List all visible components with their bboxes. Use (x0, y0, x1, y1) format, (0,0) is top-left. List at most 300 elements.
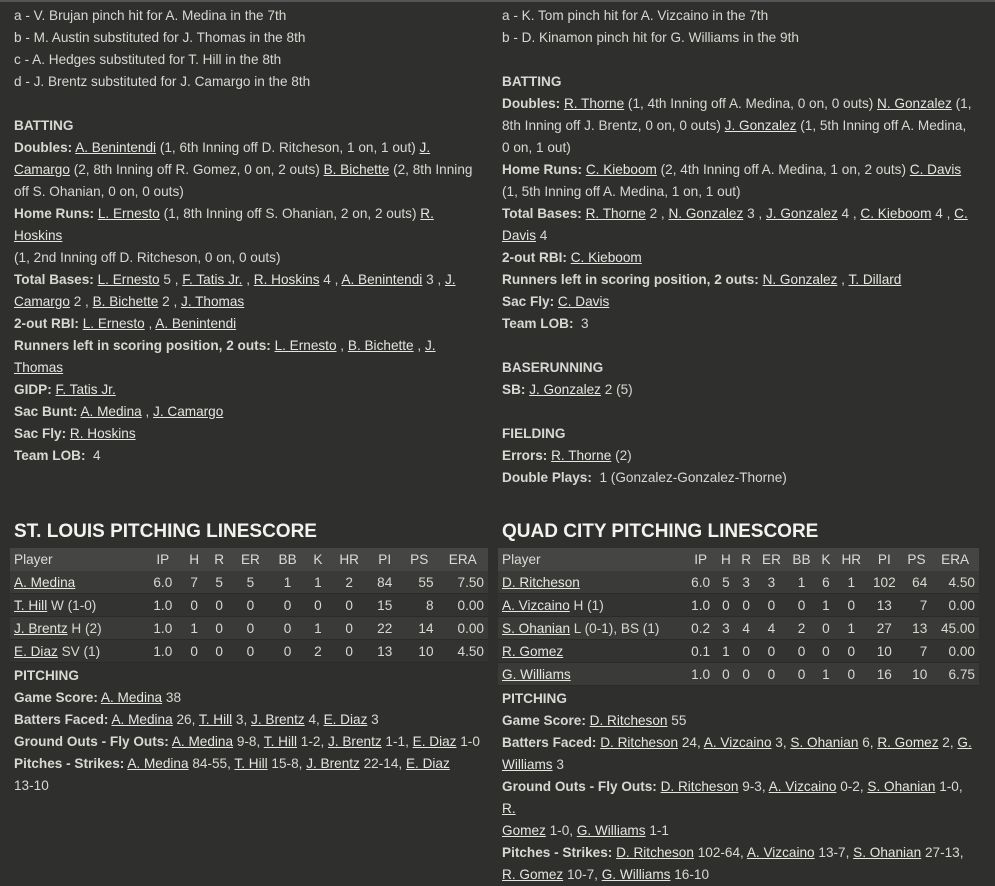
stat-cell-k: 1 (306, 571, 330, 594)
player-link[interactable]: A. Benintendi (155, 316, 237, 331)
player-link[interactable]: J. Camargo (153, 404, 224, 419)
player-link[interactable]: E. Diaz (323, 712, 368, 727)
stat-detail: (2, 4th Inning off A. Medina, 1 on, 2 outs) (656, 162, 910, 177)
quad-city-pitching-block (502, 520, 977, 886)
player-link[interactable]: S. Ohanian (867, 779, 936, 794)
runners-left-label: Runners left in scoring position, 2 outs: (502, 272, 759, 287)
ground-fly-outs-stat-cont (502, 820, 977, 842)
stat-cell-ip: 0.2 (685, 617, 715, 640)
stat-cell-h: 5 (716, 571, 736, 594)
player-link[interactable]: R. Thorne (551, 448, 612, 463)
stat-cell-k: 6 (816, 571, 835, 594)
player-link[interactable]: J. Thomas (14, 338, 436, 375)
pitches-strikes-stat-cont: 13-10 (14, 778, 49, 793)
stat-value: 2 , (69, 294, 93, 309)
stat-cell-h: 0 (716, 663, 736, 686)
player-link[interactable]: J. Brentz (14, 620, 68, 636)
stat-value: 5 , (159, 272, 183, 287)
stat-cell-hr: 0 (330, 640, 369, 663)
stat-cell-ip: 6.0 (144, 571, 182, 594)
game-score-stat (502, 710, 977, 732)
column-header: Player (10, 548, 144, 571)
stat-cell-hr: 1 (836, 571, 867, 594)
player-link[interactable]: R. Gomez (877, 735, 939, 750)
stat-cell-ps: 7 (902, 640, 932, 663)
column-header: PS (401, 548, 438, 571)
stat-value: 9-8, (233, 734, 264, 749)
player-link[interactable]: G. Williams (601, 867, 671, 882)
player-link[interactable]: F. Tatis Jr. (182, 272, 243, 287)
stat-value: 1-2, (297, 734, 329, 749)
player-link[interactable]: R. Hoskins (253, 272, 320, 287)
column-header: ERA (931, 548, 979, 571)
stat-value: 3, (232, 712, 252, 727)
stat-value: 9-3, (738, 779, 769, 794)
stat-cell-ps: 55 (401, 571, 438, 594)
player-link[interactable]: A. Vizcaino (768, 779, 837, 794)
batting-heading: BATTING (14, 118, 74, 133)
doubles-stat (502, 93, 977, 115)
stat-value: 2 (5) (600, 382, 633, 397)
player-link[interactable]: R. Hoskins (14, 206, 434, 243)
stolen-bases-stat (502, 379, 977, 401)
stat-value: 1-1, (381, 734, 413, 749)
game-score-label: Game Score: (14, 690, 98, 705)
player-link[interactable]: D. Ritcheson (589, 713, 668, 728)
team-lob-stat (14, 445, 484, 467)
stat-detail: (2, 8th Inning (389, 162, 473, 177)
pitching-linescore-table (10, 548, 488, 663)
stat-cell-r: 0 (207, 617, 232, 640)
stat-value: 4 , (931, 206, 955, 221)
player-link[interactable]: S. Ohanian (502, 620, 571, 636)
player-cell (498, 640, 685, 663)
stat-cell-h: 1 (182, 617, 207, 640)
player-link[interactable]: N. Gonzalez (877, 96, 952, 111)
player-link[interactable]: C. Davis (909, 162, 962, 177)
stat-cell-ps: 64 (902, 571, 932, 594)
batters-faced-stat (502, 732, 977, 754)
stat-cell-era: 0.00 (438, 594, 488, 617)
game-score-stat (14, 687, 484, 709)
player-link[interactable]: C. (954, 206, 968, 221)
player-link[interactable]: T. Hill (14, 597, 48, 613)
column-header: PI (867, 548, 902, 571)
stat-cell-bb: 2 (787, 617, 817, 640)
separator: , (336, 338, 348, 353)
player-link[interactable]: D. Ritcheson (600, 735, 679, 750)
player-link[interactable]: A. Vizcaino (703, 735, 772, 750)
stat-cell-r: 3 (736, 571, 756, 594)
player-link[interactable]: B. Bichette (323, 162, 390, 177)
stat-cell-pi: 84 (369, 571, 401, 594)
stat-cell-bb: 0 (269, 640, 306, 663)
team-lob-label: Team LOB: (14, 448, 86, 463)
stat-detail: 8th Inning off J. Brentz, 0 on, 0 outs) (502, 118, 725, 133)
doubles-stat (14, 137, 484, 159)
player-link[interactable]: R. (502, 801, 516, 816)
stat-cell-h: 7 (182, 571, 207, 594)
stat-detail: (1, (951, 96, 972, 111)
two-out-rbi-stat (14, 313, 484, 335)
pitcher-row (10, 617, 488, 640)
pitcher-row (10, 594, 488, 617)
gidp-label: GIDP: (14, 382, 52, 397)
player-link[interactable]: L. Ernesto (274, 338, 337, 353)
player-link[interactable]: T. Dillard (848, 272, 902, 287)
stat-value: 38 (162, 690, 182, 705)
player-link[interactable]: A. Medina (14, 574, 76, 590)
table-header-row (10, 548, 488, 571)
stat-cell-pi: 15 (369, 594, 401, 617)
stat-cell-ip: 1.0 (685, 594, 715, 617)
player-link[interactable]: A. Benintendi (341, 272, 423, 287)
stat-cell-era: 4.50 (438, 640, 488, 663)
player-link[interactable]: J. Brentz (328, 734, 382, 749)
column-header: HR (330, 548, 369, 571)
player-link[interactable]: J. Gonzalez (529, 382, 601, 397)
batters-faced-label: Batters Faced: (14, 712, 109, 727)
stat-value: 1 (Gonzalez-Gonzalez-Thorne) (591, 470, 787, 485)
column-header: ERA (438, 548, 488, 571)
pitcher-row (498, 617, 979, 640)
ground-fly-outs-label: Ground Outs - Fly Outs: (502, 779, 657, 794)
decision-note: SV (1) (57, 643, 101, 659)
pitcher-row (10, 571, 488, 594)
player-link[interactable]: J. Brentz (251, 712, 305, 727)
stat-cell-ps: 8 (401, 594, 438, 617)
player-cell (498, 663, 685, 686)
column-header: HR (836, 548, 867, 571)
stat-value: 16-10 (670, 867, 710, 882)
decision-note: H (2) (67, 620, 102, 636)
runners-left-stat (14, 335, 484, 379)
player-link[interactable]: D. Ritcheson (616, 845, 694, 860)
column-header: PI (369, 548, 401, 571)
batting-heading: BATTING (502, 74, 562, 89)
column-header: PS (902, 548, 932, 571)
team-lob-value: 4 (85, 448, 101, 463)
stat-cell-pi: 10 (867, 640, 902, 663)
stat-cell-hr: 0 (836, 663, 867, 686)
stat-cell-era: 4.50 (931, 571, 979, 594)
stat-cell-era: 0.00 (931, 594, 979, 617)
gidp-stat (14, 379, 484, 401)
stat-cell-r: 4 (736, 617, 756, 640)
column-header: ER (232, 548, 270, 571)
column-header: Player (498, 548, 685, 571)
two-out-rbi-stat (502, 247, 977, 269)
player-link[interactable]: B. Bichette (347, 338, 414, 353)
player-link[interactable]: J. Gonzalez (724, 118, 797, 133)
stat-detail: (2, 8th Inning off R. Gomez, 0 on, 2 outs) (69, 162, 324, 177)
stat-value: 27-13, (921, 845, 964, 860)
batters-faced-stat (14, 709, 484, 731)
player-link[interactable]: C. Davis (557, 294, 610, 309)
stat-value: (2) (611, 448, 632, 463)
stat-cell-k: 0 (816, 640, 835, 663)
fielding-heading: FIELDING (502, 426, 566, 441)
home-runs-stat-cont: (1, 2nd Inning off D. Ritcheson, 0 on, 0 outs) (14, 250, 281, 265)
stat-cell-k: 1 (306, 617, 330, 640)
stat-cell-era: 0.00 (931, 640, 979, 663)
stat-cell-h: 3 (716, 617, 736, 640)
player-link[interactable]: D. Ritcheson (502, 574, 580, 590)
player-cell (498, 594, 685, 617)
sub-note: c - A. Hedges substituted for T. Hill in the 8th (14, 52, 282, 67)
stat-cell-k: 0 (816, 617, 835, 640)
ground-fly-outs-stat (502, 776, 977, 820)
total-bases-label: Total Bases: (502, 206, 582, 221)
stat-value: 26, (172, 712, 199, 727)
player-link[interactable]: R. Gomez (502, 867, 564, 882)
stat-cell-er: 0 (756, 663, 786, 686)
stat-cell-k: 0 (306, 594, 330, 617)
separator: , (413, 338, 425, 353)
stat-cell-ip: 1.0 (144, 617, 182, 640)
doubles-stat-cont (14, 159, 484, 181)
stat-cell-hr: 1 (836, 617, 867, 640)
pitcher-row (498, 640, 979, 663)
player-link[interactable]: A. Vizcaino (746, 845, 815, 860)
doubles-stat-cont (502, 115, 977, 137)
stat-cell-ip: 1.0 (144, 594, 182, 617)
stat-value: 3, (771, 735, 791, 750)
stat-cell-ps: 7 (902, 594, 932, 617)
stat-cell-era: 6.75 (931, 663, 979, 686)
player-link[interactable]: N. Gonzalez (762, 272, 838, 287)
player-link[interactable]: A. Medina (100, 690, 163, 705)
player-link[interactable]: G. Williams (502, 666, 571, 682)
pitcher-row (498, 571, 979, 594)
pitches-strikes-stat (14, 753, 484, 775)
stat-cell-ip: 1.0 (144, 640, 182, 663)
player-link[interactable]: R. Hoskins (69, 426, 136, 441)
stat-value: 55 (667, 713, 687, 728)
stat-value: 3 , (743, 206, 766, 221)
stat-value: 2, (938, 735, 958, 750)
player-link[interactable]: C. Kieboom (585, 162, 657, 177)
pitches-strikes-label: Pitches - Strikes: (14, 756, 125, 771)
doubles-label: Doubles: (502, 96, 561, 111)
home-runs-stat-cont: (1, 5th Inning off A. Medina, 1 on, 1 out) (502, 184, 741, 199)
sac-bunt-label: Sac Bunt: (14, 404, 78, 419)
stat-cell-hr: 0 (836, 594, 867, 617)
player-link[interactable]: R. Thorne (563, 96, 625, 111)
player-link[interactable]: T. Hill (234, 756, 268, 771)
player-link[interactable]: Camargo (14, 162, 70, 177)
stat-cell-er: 0 (232, 617, 270, 640)
player-link[interactable]: D. Ritcheson (660, 779, 739, 794)
column-header: IP (144, 548, 182, 571)
player-link[interactable]: L. Ernesto (82, 316, 145, 331)
player-cell (10, 640, 144, 663)
player-link[interactable]: C. Kieboom (860, 206, 932, 221)
stolen-bases-label: SB: (502, 382, 526, 397)
sub-note: b - D. Kinamon pinch hit for G. Williams in the 9th (502, 30, 799, 45)
pitches-strikes-label: Pitches - Strikes: (502, 845, 613, 860)
stat-value: 2 , (158, 294, 182, 309)
player-link[interactable]: T. Hill (263, 734, 298, 749)
player-link[interactable]: L. Ernesto (97, 206, 160, 221)
doubles-label: Doubles: (14, 140, 73, 155)
stat-cell-pi: 16 (867, 663, 902, 686)
pitching-linescore-title: ST. LOUIS PITCHING LINESCORE (14, 521, 317, 542)
column-header: K (306, 548, 330, 571)
player-link[interactable]: Davis (502, 228, 536, 243)
stat-cell-bb: 1 (269, 571, 306, 594)
stat-value: 3 (367, 712, 379, 727)
player-link[interactable]: A. Vizcaino (502, 597, 570, 613)
stat-cell-ps: 10 (902, 663, 932, 686)
sac-fly-stat (502, 291, 977, 313)
pitcher-row (498, 594, 979, 617)
stat-cell-bb: 0 (787, 663, 817, 686)
player-cell (498, 571, 685, 594)
stat-cell-h: 0 (716, 594, 736, 617)
baserunning-heading: BASERUNNING (502, 360, 604, 375)
ground-fly-outs-stat (14, 731, 484, 753)
game-score-label: Game Score: (502, 713, 586, 728)
batters-faced-stat-cont (502, 754, 977, 776)
stat-value: 3 (552, 757, 564, 772)
player-cell (498, 617, 685, 640)
stat-cell-pi: 13 (867, 594, 902, 617)
stat-value: 4 (536, 228, 548, 243)
player-link[interactable]: S. Ohanian (790, 735, 859, 750)
player-link[interactable]: G. (957, 735, 972, 750)
column-header: R (736, 548, 756, 571)
table-header-row (498, 548, 979, 571)
stat-cell-k: 2 (306, 640, 330, 663)
separator: , (141, 404, 154, 419)
stat-cell-hr: 0 (836, 640, 867, 663)
stat-cell-er: 5 (232, 571, 270, 594)
quad-city-column (502, 5, 977, 882)
stat-value: 1-0 (456, 734, 480, 749)
pitching-heading: PITCHING (14, 668, 79, 683)
player-link[interactable]: J. (444, 272, 456, 287)
column-header: K (816, 548, 835, 571)
player-link[interactable]: N. Gonzalez (668, 206, 744, 221)
pitching-linescore-table (498, 548, 979, 686)
column-header: H (182, 548, 207, 571)
batters-faced-label: Batters Faced: (502, 735, 597, 750)
player-link[interactable]: E. Diaz (405, 756, 450, 771)
player-link[interactable]: J. (419, 140, 431, 155)
sub-note: a - V. Brujan pinch hit for A. Medina in the 7th (14, 8, 287, 23)
player-link[interactable]: Camargo (14, 294, 70, 309)
player-link[interactable]: E. Diaz (412, 734, 457, 749)
stat-value: 22-14, (359, 756, 406, 771)
runners-left-stat (502, 269, 977, 291)
total-bases-stat (14, 269, 484, 291)
player-link[interactable]: A. Medina (111, 712, 173, 727)
stat-value: 1-1 (645, 823, 669, 838)
player-cell (10, 617, 144, 640)
player-link[interactable]: B. Bichette (92, 294, 159, 309)
player-cell (10, 594, 144, 617)
stat-cell-bb: 0 (269, 594, 306, 617)
pitches-strikes-stat-cont (502, 864, 977, 886)
home-runs-stat (502, 159, 977, 181)
doubles-stat-cont: 0 on, 1 out) (502, 140, 571, 155)
player-link[interactable]: E. Diaz (14, 643, 58, 659)
player-link[interactable]: J. Gonzalez (765, 206, 838, 221)
runners-left-label: Runners left in scoring position, 2 outs: (14, 338, 271, 353)
stat-value: 84-55, (188, 756, 235, 771)
player-link[interactable]: A. Benintendi (75, 140, 157, 155)
player-link[interactable]: A. Medina (80, 404, 142, 419)
stat-cell-pi: 27 (867, 617, 902, 640)
stat-cell-r: 0 (207, 640, 232, 663)
player-link[interactable]: T. Hill (198, 712, 233, 727)
player-link[interactable]: F. Tatis Jr. (55, 382, 116, 397)
stat-cell-hr: 0 (330, 617, 369, 640)
player-link[interactable]: A. Medina (171, 734, 234, 749)
stat-cell-k: 1 (816, 594, 835, 617)
total-bases-stat-cont (502, 225, 977, 247)
player-link[interactable]: J. Brentz (306, 756, 360, 771)
total-bases-stat-cont (14, 291, 484, 313)
stat-cell-er: 0 (232, 640, 270, 663)
stat-cell-hr: 0 (330, 594, 369, 617)
stat-value: 4, (304, 712, 324, 727)
player-link[interactable]: R. Thorne (585, 206, 646, 221)
player-link[interactable]: L. Ernesto (97, 272, 160, 287)
player-link[interactable]: A. Medina (127, 756, 189, 771)
stat-value: 1-0, (935, 779, 963, 794)
player-link[interactable]: J. Thomas (181, 294, 245, 309)
double-plays-stat (502, 467, 977, 489)
sac-bunt-stat (14, 401, 484, 423)
player-link[interactable]: S. Ohanian (853, 845, 922, 860)
stat-detail: (1, 5th Inning off A. Medina, (796, 118, 967, 133)
player-link[interactable]: G. Williams (576, 823, 646, 838)
column-header: BB (787, 548, 817, 571)
player-link[interactable]: Gomez (502, 823, 546, 838)
two-out-rbi-label: 2-out RBI: (502, 250, 567, 265)
stat-cell-hr: 2 (330, 571, 369, 594)
sub-note: b - M. Austin substituted for J. Thomas in the 8th (14, 30, 306, 45)
stat-cell-r: 0 (207, 594, 232, 617)
column-header: IP (685, 548, 715, 571)
stat-value: 24, (678, 735, 704, 750)
stat-cell-r: 0 (736, 640, 756, 663)
decision-note: H (1) (569, 597, 604, 613)
team-lob-stat (502, 313, 977, 335)
player-link[interactable]: C. Kieboom (570, 250, 642, 265)
stat-value: 13-7, (814, 845, 854, 860)
stat-cell-era: 7.50 (438, 571, 488, 594)
player-link[interactable]: Williams (502, 757, 553, 772)
doubles-stat-cont: off S. Ohanian, 0 on, 0 outs) (14, 184, 184, 199)
stat-cell-h: 0 (182, 640, 207, 663)
player-cell (10, 571, 144, 594)
pitching-heading: PITCHING (502, 691, 567, 706)
stat-cell-era: 45.00 (931, 617, 979, 640)
stat-value: 3 , (422, 272, 445, 287)
separator: , (144, 316, 156, 331)
decision-note: W (1-0) (47, 597, 97, 613)
stat-cell-ip: 1.0 (685, 663, 715, 686)
stat-cell-h: 0 (182, 594, 207, 617)
separator: , (837, 272, 849, 287)
stat-detail: (1, 6th Inning off D. Ritcheson, 1 on, 1 out) (156, 140, 420, 155)
stat-cell-r: 5 (207, 571, 232, 594)
player-link[interactable]: R. Gomez (502, 643, 564, 659)
home-runs-label: Home Runs: (14, 206, 95, 221)
